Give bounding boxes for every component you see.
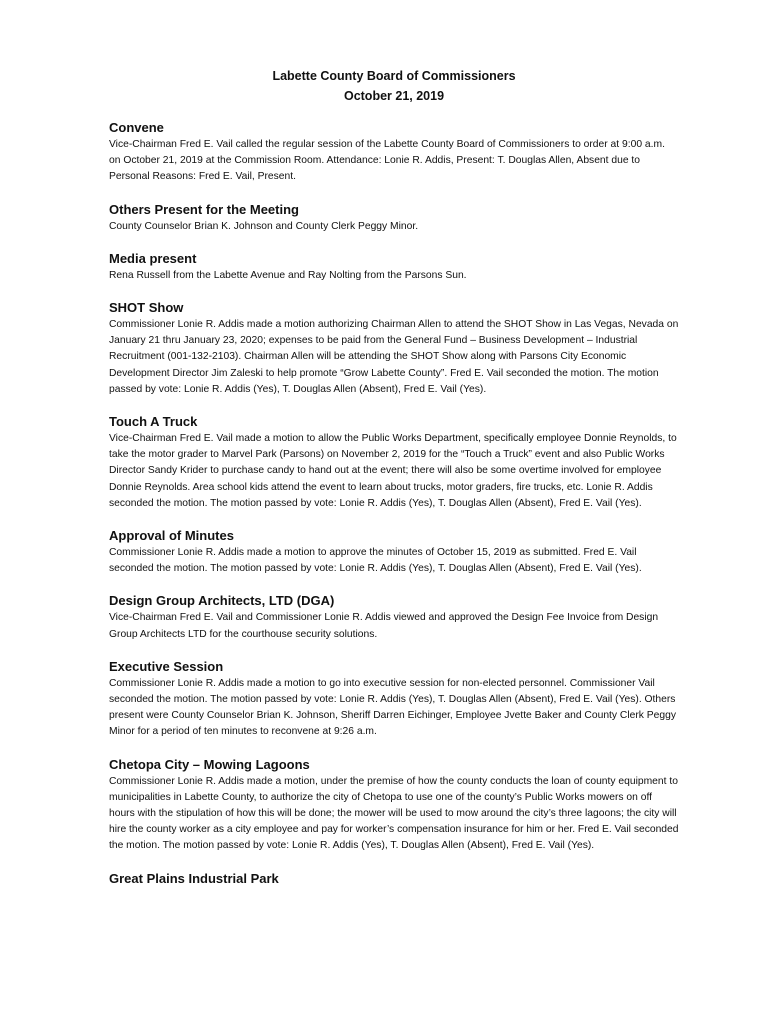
section-media-present (109, 250, 679, 284)
section-design-group-architects (109, 592, 679, 642)
section-approval-of-minutes (109, 527, 679, 577)
section-others-present (109, 201, 679, 235)
section-chetopa-mowing-lagoons (109, 756, 679, 855)
section-body: Vice-Chairman Fred E. Vail and Commissioner Lonie R. Addis viewed and approved the Design Fee Invoice from Design Group Architects LTD for the courthouse security solutions. (109, 612, 659, 640)
section-title: Design Group Architects, LTD (DGA) (109, 593, 335, 609)
section-title: Chetopa City – Mowing Lagoons (109, 756, 310, 772)
section-body: Vice-Chairman Fred E. Vail made a motion to allow the Public Works Department, specifically employee Donnie Reynolds, to take the motor grader to Marvel Park (Parsons) on November 2, 2019 for the “Touch a Truck” event and also Public Works Director Sandy Krider to purchase candy to hand out at the event; there will also be some overtime involved for employee Donnie Reynolds. Area school kids attend the event to learn about trucks, motor graders, fire trucks, etc. Lonie R. Addis seconded the motion. The motion passed by vote: Lonie R. Addis (Yes), T. Douglas Allen (Absent), Fred E. Vail (Yes). (109, 433, 677, 509)
document-header (109, 66, 679, 106)
section-body: Rena Russell from the Labette Avenue and Ray Nolting from the Parsons Sun. (109, 269, 467, 281)
section-title: Others Present for the Meeting (109, 201, 299, 217)
section-body: County Counselor Brian K. Johnson and County Clerk Peggy Minor. (109, 220, 419, 232)
section-title: SHOT Show (109, 300, 184, 316)
section-executive-session (109, 658, 679, 741)
section-title: Touch A Truck (109, 414, 198, 430)
section-body: Commissioner Lonie R. Addis made a motion, under the premise of how the county conducts the loan of county equipment to municipalities in Labette County, to authorize the city of Chetopa to use one of the county’s Public Works mowers on off hours with the stipulation of how this will be done; the mower will be used to mow around the city’s three lagoons; the city will hire the county worker as a city employee and pay for worker’s compensation insurance for him or her. Fred E. Vail seconded the motion. The motion passed by vote: Lonie R. Addis (Yes), T. Douglas Allen (Absent), Fred E. Vail (Yes). (109, 775, 679, 852)
section-body: Commissioner Lonie R. Addis made a motion to approve the minutes of October 15, 2019 as submitted. Fred E. Vail seconded the motion. The motion passed by vote: Lonie R. Addis (Yes), T. Douglas Allen (Absent), Fred E. Vail (Yes). (109, 547, 642, 575)
section-title: Convene (109, 120, 164, 135)
section-title: Approval of Minutes (109, 528, 234, 544)
section-great-plains-industrial-park (109, 870, 679, 887)
section-touch-a-truck (109, 413, 679, 512)
section-title: Great Plains Industrial Park (109, 870, 279, 886)
document-page (109, 66, 679, 902)
section-body: Commissioner Lonie R. Addis made a motion to go into executive session for non-elected personnel. Commissioner Vail seconded the motion. The motion passed by vote: Lonie R. Addis (Yes), T. Douglas Allen (Absent), Fred E. Vail (Yes). Others present were County Counselor Brian K. Johnson, Sheriff Darren Eichinger, Employee Jvette Baker and County Clerk Peggy Minor for a period of ten minutes to reconvene at 9:26 a.m. (109, 677, 677, 738)
document-date: October 21, 2019 (343, 89, 445, 103)
section-title: Executive Session (109, 658, 224, 674)
section-title: Media present (109, 250, 197, 266)
section-shot-show (109, 299, 679, 398)
document-title: Labette County Board of Commissioners (272, 69, 516, 83)
section-body: Commissioner Lonie R. Addis made a motion authorizing Chairman Allen to attend the SHOT Show in Las Vegas, Nevada on January 21 thru January 23, 2020; expenses to be paid from the General Fund – Business Development – Industrial Recruitment (001-132-2103). Chairman Allen will be attending the SHOT Show along with Parsons City Economic Development Director Jim Zaleski to help promote “Grow Labette County”. Fred E. Vail seconded the motion. The motion passed by vote: Lonie R. Addis (Yes), T. Douglas Allen (Absent), Fred E. Vail (Yes). (109, 319, 679, 395)
section-convene (109, 119, 679, 186)
section-body: Vice-Chairman Fred E. Vail called the regular session of the Labette County Board of Commissioners to order at 9:00 a.m. on October 21, 2019 at the Commission Room. Attendance: Lonie R. Addis, Present: T. Douglas Allen, Absent due to Personal Reasons: Fred E. Vail, Present. (109, 139, 665, 183)
